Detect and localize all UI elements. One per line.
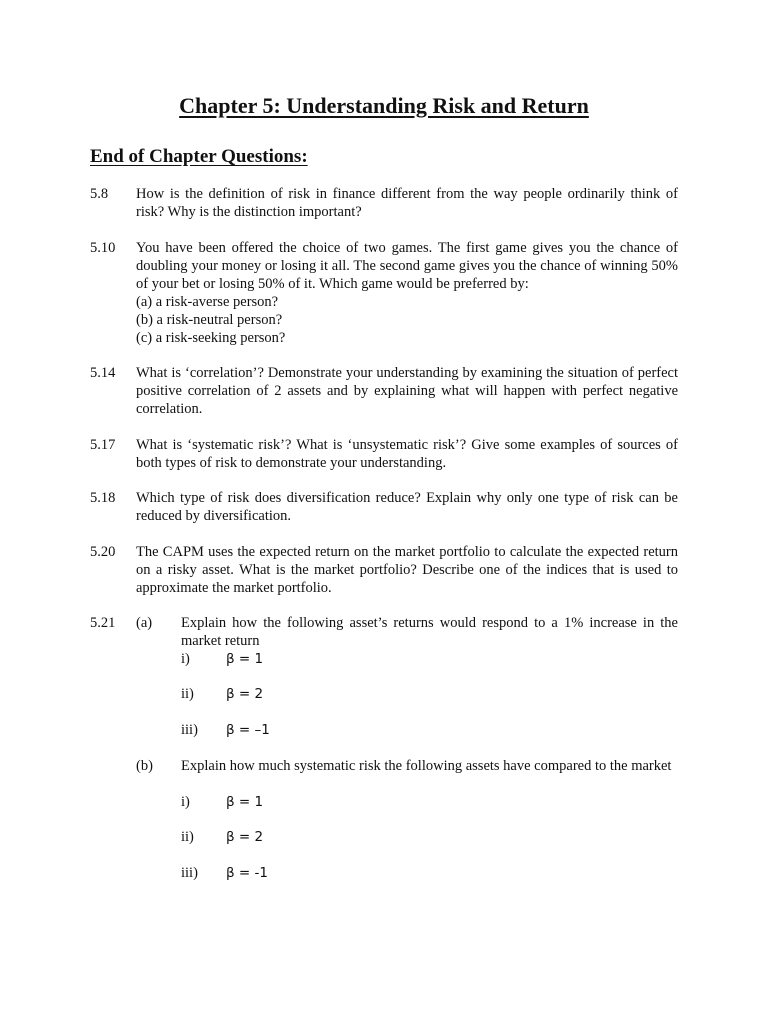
- roman-numeral: iii): [181, 722, 198, 738]
- beta-item: [181, 828, 263, 846]
- beta-item: [181, 650, 263, 668]
- beta-value: β = 2: [226, 686, 264, 702]
- page-title: Chapter 5: Understanding Risk and Return: [179, 93, 589, 118]
- question-number: 5.20: [90, 544, 116, 560]
- question-number: 5.18: [90, 490, 116, 506]
- part-text: Explain how much systematic risk the following assets have compared to the market: [181, 758, 672, 774]
- beta-item: [181, 721, 270, 739]
- question-number: 5.10: [90, 240, 116, 256]
- option-c: (c) a risk-seeking person?: [136, 330, 286, 346]
- question-5-20: [90, 543, 678, 597]
- question-5-14: [90, 364, 678, 418]
- roman-numeral: i): [181, 794, 190, 810]
- question-number: 5.21: [90, 615, 116, 631]
- roman-numeral: ii): [181, 686, 194, 702]
- question-5-8: [90, 185, 678, 221]
- beta-value: β = 2: [226, 829, 264, 845]
- question-5-17: [90, 436, 678, 472]
- option-a: (a) a risk-averse person?: [136, 294, 279, 310]
- question-5-18: [90, 489, 678, 525]
- beta-value: β = 1: [226, 651, 264, 667]
- roman-numeral: i): [181, 651, 190, 667]
- question-5-21-part-b: [136, 757, 678, 775]
- roman-numeral: iii): [181, 865, 198, 881]
- question-text: What is ‘correlation’? Demonstrate your understanding by examining the situation of perfect positive correlation of 2 assets and by explaining what will happen with perfect negative correlation.: [136, 365, 678, 417]
- question-text: What is ‘systematic risk’? What is ‘unsystematic risk’? Give some examples of sources of both types of risk to demonstrate your understanding.: [136, 437, 678, 471]
- beta-item: [181, 864, 268, 882]
- beta-item: [181, 685, 263, 703]
- question-number: 5.8: [90, 186, 109, 202]
- beta-value: β = -1: [226, 865, 268, 881]
- part-text: Explain how the following asset’s returns would respond to a 1% increase in the market return: [181, 615, 678, 649]
- question-text: The CAPM uses the expected return on the market portfolio to calculate the expected return on a risky asset. What is the market portfolio? Describe one of the indices that is used to approximate the market portfolio.: [136, 544, 678, 596]
- question-number: 5.14: [90, 365, 116, 381]
- question-5-21-part-a: [136, 614, 678, 650]
- question-text: How is the definition of risk in finance different from the way people ordinarily think of risk? Why is the distinction important?: [136, 186, 678, 220]
- question-text: You have been offered the choice of two games. The first game gives you the chance of doubling your money or losing it all. The second game gives you the chance of winning 50% of your bet or losing 50% of it. Which game would be preferred by:: [136, 240, 678, 292]
- part-label: (a): [136, 615, 153, 631]
- beta-item: [181, 793, 263, 811]
- beta-value: β = 1: [226, 794, 264, 810]
- question-text: Which type of risk does diversification reduce? Explain why only one type of risk can be reduced by diversification.: [136, 490, 678, 524]
- section-heading: End of Chapter Questions:: [90, 146, 308, 167]
- option-b: (b) a risk-neutral person?: [136, 312, 283, 328]
- part-label: (b): [136, 758, 153, 774]
- roman-numeral: ii): [181, 829, 194, 845]
- beta-value: β = –1: [226, 722, 270, 738]
- question-5-10: [90, 239, 678, 347]
- question-number: 5.17: [90, 437, 116, 453]
